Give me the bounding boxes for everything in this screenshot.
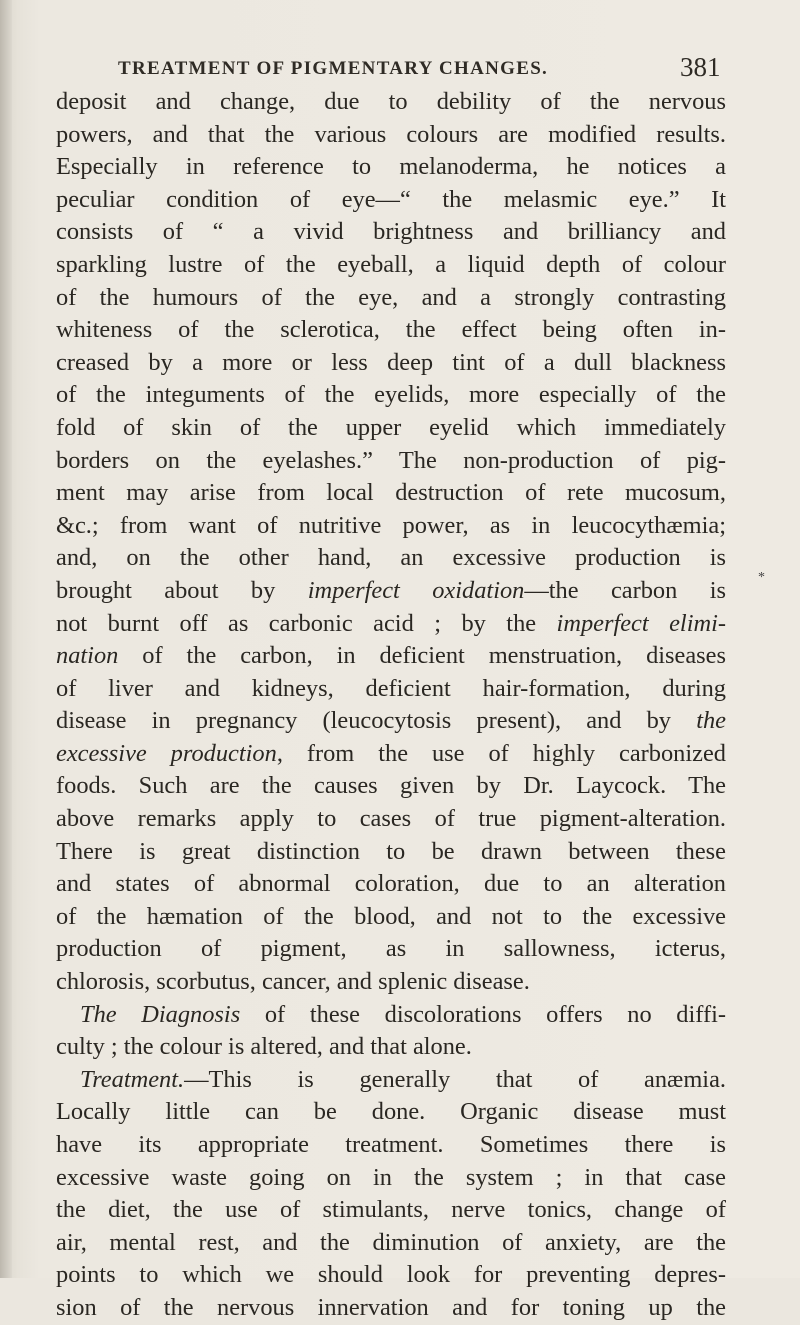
line-text: Locally little can be done. Organic disease must (56, 1098, 726, 1126)
line-text: peculiar condition of eye—“ the melasmic eye.” It (56, 185, 726, 213)
text-line (56, 1162, 726, 1195)
line-text: above remarks apply to cases of true pigment-alteration. (56, 805, 726, 833)
italic-text: imperfect oxidation (307, 576, 525, 604)
line-text: not burnt off as carbonic acid ; by the (56, 609, 557, 637)
line-text: points to which we should look for preventing depres- (56, 1261, 726, 1289)
running-title: TREATMENT OF PIGMENTARY CHANGES. (118, 58, 549, 79)
text-line (56, 803, 726, 836)
text-line (56, 1064, 726, 1097)
text-line (56, 542, 726, 575)
text-line (56, 119, 726, 152)
text-line (56, 151, 726, 184)
line-text: culty ; the colour is altered, and that alone. (56, 1033, 472, 1061)
text-line (56, 575, 726, 608)
line-text: the diet, the use of stimulants, nerve tonics, change of (56, 1196, 726, 1224)
line-text: —the carbon is (524, 576, 727, 604)
page-gutter (0, 0, 12, 1278)
line-text: have its appropriate treatment. Sometimes there is (56, 1131, 726, 1158)
line-text: consists of “ a vivid brightness and brilliancy and (56, 218, 726, 246)
italic-text: The Diagnosis (80, 1000, 241, 1028)
text-line (56, 314, 726, 347)
line-text: of the carbon, in deficient menstruation, diseases (118, 642, 726, 670)
line-text: foods. Such are the causes given by Dr. Laycock. The (56, 772, 726, 800)
text-line (56, 1194, 726, 1227)
text-line (56, 966, 726, 999)
line-text: of the hæmation of the blood, and not to the excessive (56, 902, 726, 930)
text-line (56, 216, 726, 249)
line-text: borders on the eyelashes.” The non-production of pig- (56, 446, 726, 474)
line-text: disease in pregnancy (leucocytosis present), and by (56, 707, 697, 735)
text-line (56, 86, 726, 119)
line-text: creased by a more or less deep tint of a dull blackness (56, 348, 726, 376)
line-text: &c.; from want of nutritive power, as in leucocythæmia; (56, 511, 726, 539)
text-line (56, 999, 726, 1032)
line-text: —This is generally that of anæmia. (184, 1065, 726, 1093)
text-line (56, 379, 726, 412)
text-line (56, 1031, 726, 1064)
text-line (56, 1096, 726, 1129)
line-text: and, on the other hand, an excessive production is (56, 544, 726, 572)
line-text: and states of abnormal coloration, due to an alteration (56, 870, 726, 898)
line-text: There is great distinction to be drawn between these (56, 837, 726, 865)
line-text: , from the use of highly carbonized (276, 739, 726, 767)
text-line (56, 445, 726, 478)
text-line (56, 673, 726, 706)
text-line (56, 347, 726, 380)
italic-text: excessive production (56, 739, 277, 767)
text-line (56, 1259, 726, 1292)
italic-text: imperfect elimi- (556, 609, 726, 637)
body-text (56, 86, 726, 1325)
line-text: Especially in reference to melanoderma, he notices a (56, 153, 726, 181)
text-line (56, 640, 726, 673)
line-text: chlorosis, scorbutus, cancer, and splenic disease. (56, 968, 530, 996)
text-line (56, 705, 726, 738)
text-line (56, 1129, 726, 1162)
line-text: sparkling lustre of the eyeball, a liquid depth of colour (56, 250, 726, 278)
text-line (56, 770, 726, 803)
line-text: excessive waste going on in the system ; in that case (56, 1163, 726, 1191)
line-text: of liver and kidneys, deficient hair-formation, during (56, 674, 726, 702)
line-text: air, mental rest, and the diminution of anxiety, are the (56, 1228, 726, 1256)
line-text: fold of skin of the upper eyelid which immediately (56, 413, 726, 441)
text-line (56, 901, 726, 934)
italic-text: the (696, 707, 726, 735)
line-text: sion of the nervous innervation and for toning up the (56, 1293, 726, 1321)
text-line (56, 249, 726, 282)
text-line (56, 738, 726, 771)
text-line (56, 282, 726, 315)
line-text: powers, and that the various colours are modified results. (56, 120, 726, 148)
text-line (56, 1292, 726, 1325)
italic-text: nation (56, 642, 119, 670)
line-text: of the humours of the eye, and a strongly contrasting (56, 283, 726, 311)
line-text: production of pigment, as in sallowness, icterus, (56, 935, 726, 963)
text-line (56, 933, 726, 966)
text-line (56, 836, 726, 869)
line-text: whiteness of the sclerotica, the effect being often in- (56, 316, 726, 344)
line-text: ment may arise from local destruction of rete mucosum, (56, 479, 726, 507)
text-line (56, 477, 726, 510)
margin-mark: * (758, 570, 765, 585)
line-text: of these discolorations offers no diffi- (240, 1000, 726, 1028)
italic-text: Treatment. (80, 1065, 185, 1093)
text-line (56, 1227, 726, 1260)
text-line (56, 608, 726, 641)
page-number: 381 (680, 52, 721, 82)
text-line (56, 868, 726, 901)
text-line (56, 184, 726, 217)
line-text: deposit and change, due to debility of the nervous (56, 88, 726, 115)
line-text: of the integuments of the eyelids, more especially of the (56, 381, 726, 409)
text-line (56, 510, 726, 543)
line-text: brought about by (56, 576, 308, 604)
text-line (56, 412, 726, 445)
